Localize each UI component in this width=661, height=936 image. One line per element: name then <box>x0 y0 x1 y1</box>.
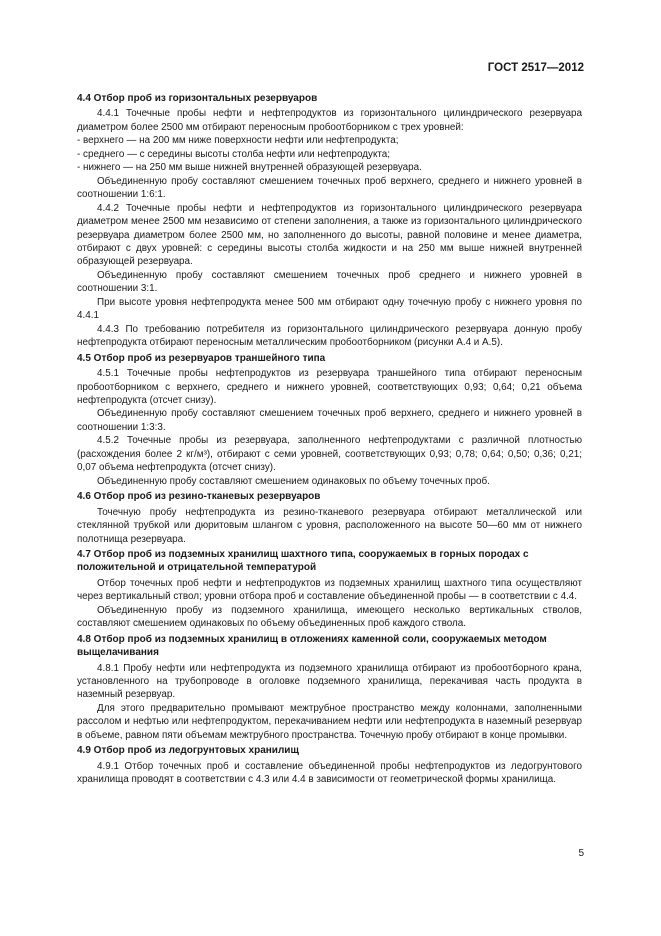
list-item: - нижнего — на 250 мм выше нижней внутренней образующей резервуара. <box>77 162 422 174</box>
paragraph: 4.9.1 Отбор точечных проб и составление объединенной пробы нефтепродуктов из ледогрунтового хранилища проводят в соответствии с 4.3 или 4.4 в зависимости от геометрической формы хранилища. <box>77 760 582 786</box>
paragraph: Объединенную пробу из подземного хранилища, имеющего несколько вертикальных стволов, составляют смешением одинаковых по объему объединенных проб каждого ствола. <box>77 604 582 630</box>
paragraph: Объединенную пробу составляют смешением точечных проб верхнего, среднего и нижнего уровней в соотношении 1:6:1. <box>77 175 582 201</box>
paragraph: 4.4.2 Точечные пробы нефти и нефтепродуктов из горизонтального цилиндрического резервуара диаметром менее 2500 мм независимо от степени заполнения, а также из горизонтального цилиндрического резервуара диаметром более 2500 мм, но заполненного до высоты, равной половине и менее диаметра, отбирают с двух уровней: с середины высоты столба жидкости и на 250 мм выше нижней внутренней образующей резервуара. <box>77 202 582 268</box>
paragraph: 4.4.3 По требованию потребителя из горизонтального цилиндрического резервуара донную пробу нефтепродукта отбирают переносным металлическим пробоотборником (рисунки А.4 и А.5). <box>77 323 582 349</box>
paragraph: Точечную пробу нефтепродукта из резино-тканевого резервуара отбирают металлической или стеклянной трубкой или дюритовым шлангом с уровня, расположенного на высоте 50—60 мм от нижнего полотнища резервуара. <box>77 506 582 545</box>
document-body <box>77 90 582 787</box>
page-number: 5 <box>578 848 584 859</box>
paragraph: 4.8.1 Пробу нефти или нефтепродукта из подземного хранилища отбирают из пробоотборного крана, установленного на трубопроводе в оголовке подземного хранилища, перекачивая часть продукта в наземный резервуар. <box>77 662 582 701</box>
section-heading: 4.8 Отбор проб из подземных хранилищ в отложениях каменной соли, сооружаемых методом выщелачивания <box>77 633 547 659</box>
paragraph: Объединенную пробу составляют смешением точечных проб верхнего, среднего и нижнего уровней в соотношении 1:3:3. <box>77 408 582 433</box>
list-item: - верхнего — на 200 мм ниже поверхности нефти или нефтепродукта; <box>77 135 399 147</box>
section-heading: 4.7 Отбор проб из подземных хранилищ шахтного типа, сооружаемых в горных породах с положительной и отрицательной температурой <box>77 548 529 574</box>
section-heading: 4.4 Отбор проб из горизонтальных резервуаров <box>77 93 318 104</box>
paragraph: 4.5.2 Точечные пробы из резервуара, заполненного нефтепродуктами с различной плотностью (расхождения более 2 кг/м³), отбирают с семи уровней, соответствующих 0,93; 0,78; 0,64; 0,50; 0,36; 0,21; 0,07 объема нефтепродукта (отсчет снизу). <box>77 435 582 474</box>
paragraph: Объединенную пробу составляют смешением точечных проб среднего и нижнего уровней в соотношении 3:1. <box>77 269 582 295</box>
section-heading: 4.6 Отбор проб из резино-тканевых резервуаров <box>77 491 321 503</box>
document-header: ГОСТ 2517—2012 <box>487 62 584 74</box>
paragraph: Объединенную пробу составляют смешением одинаковых по объему точечных проб. <box>97 475 490 487</box>
paragraph: Для этого предварительно промывают межтрубное пространство между колоннами, заполненными рассолом и нефтью или нефтепродуктом, перекачиванием нефти или нефтепродукта в наземный резервуар в объеме, равном пяти объемам межтрубного пространства. Точечную пробу отбирают в конце промывки. <box>77 702 582 741</box>
paragraph: При высоте уровня нефтепродукта менее 500 мм отбирают одну точечную пробу с нижнего уровня по 4.4.1 <box>77 296 582 322</box>
paragraph: 4.5.1 Точечные пробы нефтепродуктов из резервуара траншейного типа отбирают переносным пробоотборником с верхнего, среднего и нижнего уровней, соответствующих 0,93; 0,64; 0,21 объема нефтепродукта (отсчет снизу). <box>77 368 582 406</box>
section-heading: 4.5 Отбор проб из резервуаров траншейного типа <box>77 352 326 364</box>
section-heading: 4.9 Отбор проб из ледогрунтовых хранилищ <box>77 745 299 757</box>
paragraph: Отбор точечных проб нефти и нефтепродуктов из подземных хранилищ шахтного типа осуществляют через вертикальный ствол; уровни отбора проб и составление объединенной пробы — в соответствии с 4.4. <box>77 577 582 603</box>
paragraph: 4.4.1 Точечные пробы нефти и нефтепродуктов из горизонтального цилиндрического резервуара диаметром более 2500 мм отбирают переносным пробоотборником с трех уровней: <box>77 108 582 133</box>
list-item: - среднего — с середины высоты столба нефти или нефтепродукта; <box>77 148 391 160</box>
